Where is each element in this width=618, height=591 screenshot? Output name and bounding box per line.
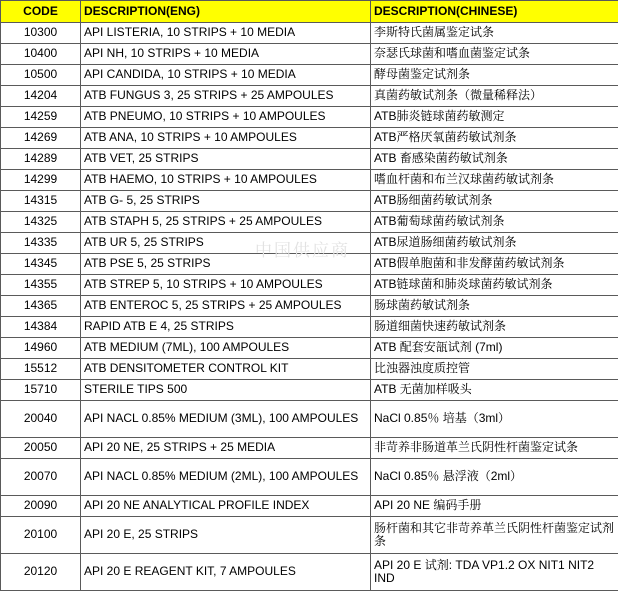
cell-description-eng: API 20 NE ANALYTICAL PROFILE INDEX [81,496,371,517]
table-row [1,359,618,380]
cell-code: 20050 [1,438,81,459]
cell-code: 20090 [1,496,81,517]
cell-code: 14259 [1,107,81,128]
watermark: 中国供应商 [255,236,350,261]
cell-description-chinese: ATB链球菌和肺炎球菌药敏试剂条 [371,275,618,296]
cell-description-eng: ATB DENSITOMETER CONTROL KIT [81,359,371,380]
cell-description-eng: ATB UR 5, 25 STRIPS [81,233,371,254]
cell-description-eng: ATB G- 5, 25 STRIPS [81,191,371,212]
cell-description-chinese: ATB 配套安瓿试剂 (7ml) [371,338,618,359]
table-row [1,401,618,438]
table-row [1,517,618,554]
cell-code: 15710 [1,380,81,401]
table-row [1,338,618,359]
table-row [1,107,618,128]
cell-description-eng: ATB PSE 5, 25 STRIPS [81,254,371,275]
cell-description-chinese: 肠球菌药敏试剂条 [371,296,618,317]
cell-description-chinese: 比浊器浊度质控管 [371,359,618,380]
cell-code: 20100 [1,517,81,554]
cell-code: 14335 [1,233,81,254]
cell-description-eng: API CANDIDA, 10 STRIPS + 10 MEDIA [81,65,371,86]
cell-code: 14365 [1,296,81,317]
cell-code: 14384 [1,317,81,338]
cell-code: 14269 [1,128,81,149]
cell-description-chinese: 李斯特氏菌属鉴定试条 [371,23,618,44]
cell-description-chinese: API 20 NE 编码手册 [371,496,618,517]
cell-description-eng: ATB MEDIUM (7ML), 100 AMPOULES [81,338,371,359]
cell-description-eng: API 20 NE, 25 STRIPS + 25 MEDIA [81,438,371,459]
table-body [1,23,618,591]
table-row [1,170,618,191]
column-header-description-chinese: DESCRIPTION(CHINESE) [371,1,618,23]
cell-code: 14204 [1,86,81,107]
cell-code: 20040 [1,401,81,438]
table-header-row [1,1,618,23]
cell-code: 14299 [1,170,81,191]
table-row [1,438,618,459]
table-row [1,65,618,86]
cell-description-chinese: 非苛养非肠道革兰氏阴性杆菌鉴定试条 [371,438,618,459]
cell-description-chinese: 肠道细菌快速药敏试剂条 [371,317,618,338]
cell-description-eng: ATB ANA, 10 STRIPS + 10 AMPOULES [81,128,371,149]
table-row [1,554,618,591]
cell-description-chinese: NaCl 0.85％ 悬浮液（2ml） [371,459,618,496]
column-header-code: CODE [1,1,81,23]
cell-code: 14325 [1,212,81,233]
cell-description-chinese: 真菌药敏试剂条（微量稀释法） [371,86,618,107]
table-row [1,44,618,65]
table-row [1,128,618,149]
cell-code: 10400 [1,44,81,65]
cell-code: 14345 [1,254,81,275]
cell-description-chinese: ATB肠细菌药敏试剂条 [371,191,618,212]
cell-description-eng: ATB STAPH 5, 25 STRIPS + 25 AMPOULES [81,212,371,233]
cell-description-chinese: 肠杆菌和其它非苛养革兰氏阴性杆菌鉴定试剂条 [371,517,618,554]
cell-description-eng: ATB FUNGUS 3, 25 STRIPS + 25 AMPOULES [81,86,371,107]
cell-description-eng: API NH, 10 STRIPS + 10 MEDIA [81,44,371,65]
cell-description-eng: API NACL 0.85% MEDIUM (3ML), 100 AMPOULES [81,401,371,438]
cell-description-eng: ATB PNEUMO, 10 STRIPS + 10 AMPOULES [81,107,371,128]
table-header [1,1,618,23]
cell-code: 14355 [1,275,81,296]
table-row [1,459,618,496]
cell-description-eng: RAPID ATB E 4, 25 STRIPS [81,317,371,338]
table-row [1,296,618,317]
cell-description-chinese: ATB 畜感染菌药敏试剂条 [371,149,618,170]
cell-code: 20070 [1,459,81,496]
cell-description-eng: API 20 E, 25 STRIPS [81,517,371,554]
cell-description-chinese: NaCl 0.85％ 培基（3ml） [371,401,618,438]
table-row [1,86,618,107]
cell-description-chinese: ATB尿道肠细菌药敏试剂条 [371,233,618,254]
cell-code: 10500 [1,65,81,86]
cell-description-eng: ATB STREP 5, 10 STRIPS + 10 AMPOULES [81,275,371,296]
cell-description-eng: STERILE TIPS 500 [81,380,371,401]
cell-description-chinese: 酵母菌鉴定试剂条 [371,65,618,86]
table-row [1,149,618,170]
table-row [1,275,618,296]
cell-code: 15512 [1,359,81,380]
table-row [1,23,618,44]
cell-code: 14289 [1,149,81,170]
cell-description-chinese: API 20 E 试剂: TDA VP1.2 OX NIT1 NIT2 IND [371,554,618,591]
cell-description-chinese: 奈瑟氏球菌和嗜血菌鉴定试条 [371,44,618,65]
table-row [1,496,618,517]
cell-description-chinese: ATB肺炎链球菌药敏测定 [371,107,618,128]
cell-description-eng: API NACL 0.85% MEDIUM (2ML), 100 AMPOULES [81,459,371,496]
cell-description-chinese: 嗜血杆菌和布兰汉球菌药敏试剂条 [371,170,618,191]
cell-code: 20120 [1,554,81,591]
cell-description-eng: API LISTERIA, 10 STRIPS + 10 MEDIA [81,23,371,44]
column-header-description-eng: DESCRIPTION(ENG) [81,1,371,23]
table-row [1,212,618,233]
cell-description-chinese: ATB 无菌加样吸头 [371,380,618,401]
cell-description-chinese: ATB严格厌氧菌药敏试剂条 [371,128,618,149]
table-row [1,254,618,275]
cell-description-eng: ATB HAEMO, 10 STRIPS + 10 AMPOULES [81,170,371,191]
cell-description-eng: API 20 E REAGENT KIT, 7 AMPOULES [81,554,371,591]
cell-code: 10300 [1,23,81,44]
cell-description-chinese: ATB假单胞菌和非发酵菌药敏试剂条 [371,254,618,275]
table-row [1,380,618,401]
cell-code: 14960 [1,338,81,359]
table-row [1,233,618,254]
cell-description-eng: ATB ENTEROC 5, 25 STRIPS + 25 AMPOULES [81,296,371,317]
table-row [1,317,618,338]
cell-code: 14315 [1,191,81,212]
cell-description-chinese: ATB葡萄球菌药敏试剂条 [371,212,618,233]
table-row [1,191,618,212]
cell-description-eng: ATB VET, 25 STRIPS [81,149,371,170]
